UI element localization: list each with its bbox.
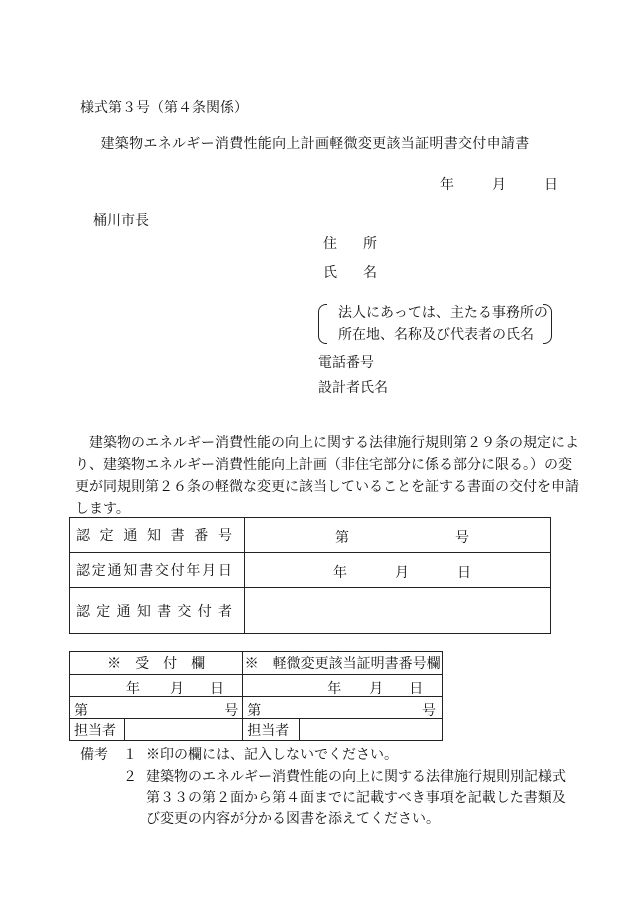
notes-label: 備考 <box>80 747 108 763</box>
addressee: 桶川市長 <box>93 213 149 229</box>
designer-label: 設計者氏名 <box>318 380 388 396</box>
phone-label: 電話番号 <box>318 355 374 371</box>
document-title: 建築物エネルギー消費性能向上計画軽微変更該当証明書交付申請書 <box>100 136 530 152</box>
corp-note-line2: 所在地、名称及び代表者の氏名 <box>338 327 534 343</box>
cert-staff-cell[interactable] <box>300 719 443 741</box>
application-statement: 建築物のエネルギー消費性能の向上に関する法律施行規則第２９条の規定によ り、建築物エネルギー消費性能向上計画（非住宅部分に係る部分に限る。）の変 更が同規則第２６条の軽微な変更に該当していることを証する書面の交付を申請 します。 <box>75 435 579 517</box>
cert-date-cell[interactable]: 年 月 日 <box>243 675 443 697</box>
reception-staff-label: 担当者 <box>70 719 125 741</box>
name-label: 氏 名 <box>323 265 377 281</box>
note-2-text: 建築物のエネルギー消費性能の向上に関する法律施行規則別記様式 第３３の第２面から第４面までに記載すべき事項を記載した書類及 び変更の内容が分かる図書を添えてください。 <box>146 769 566 827</box>
date-month: 月 <box>492 177 506 193</box>
reception-header: ※ 受 付 欄 <box>70 652 243 675</box>
certification-table <box>69 517 551 634</box>
note-1-text: ※印の欄には、記入しないでください。 <box>146 747 398 763</box>
form-number: 様式第３号（第４条関係） <box>80 100 248 116</box>
notice-number-cell[interactable]: 第 号 <box>245 518 551 553</box>
cert-number-header: ※ 軽微変更該当証明書番号欄 <box>243 652 443 675</box>
cert-staff-label: 担当者 <box>243 719 300 741</box>
reception-staff-cell[interactable] <box>125 719 243 741</box>
cert-number-cell[interactable]: 第 号 <box>243 697 443 719</box>
reception-number-cell[interactable]: 第 号 <box>70 697 243 719</box>
cell-label: 認 定 通 知 書 交 付 年 月 日 <box>70 553 245 588</box>
issue-date-cell[interactable]: 年 月 日 <box>245 553 551 588</box>
office-use-table <box>69 651 443 741</box>
note-2-number: ２ <box>123 769 137 785</box>
cell-label: 認 定 通 知 書 交 付 者 <box>70 588 245 634</box>
corp-note-line1: 法人にあっては、主たる事務所の <box>338 305 548 321</box>
reception-date-cell[interactable]: 年 月 日 <box>70 675 243 697</box>
issuer-cell[interactable] <box>245 588 551 634</box>
bracket-left <box>318 304 327 344</box>
corporation-note <box>318 302 552 346</box>
note-1-number: １ <box>123 747 137 763</box>
cell-label: 認 定 通 知 書 番 号 <box>70 518 245 553</box>
address-label: 住 所 <box>323 236 377 252</box>
date-day: 日 <box>544 177 558 193</box>
application-date <box>440 174 558 194</box>
date-year: 年 <box>440 177 454 193</box>
